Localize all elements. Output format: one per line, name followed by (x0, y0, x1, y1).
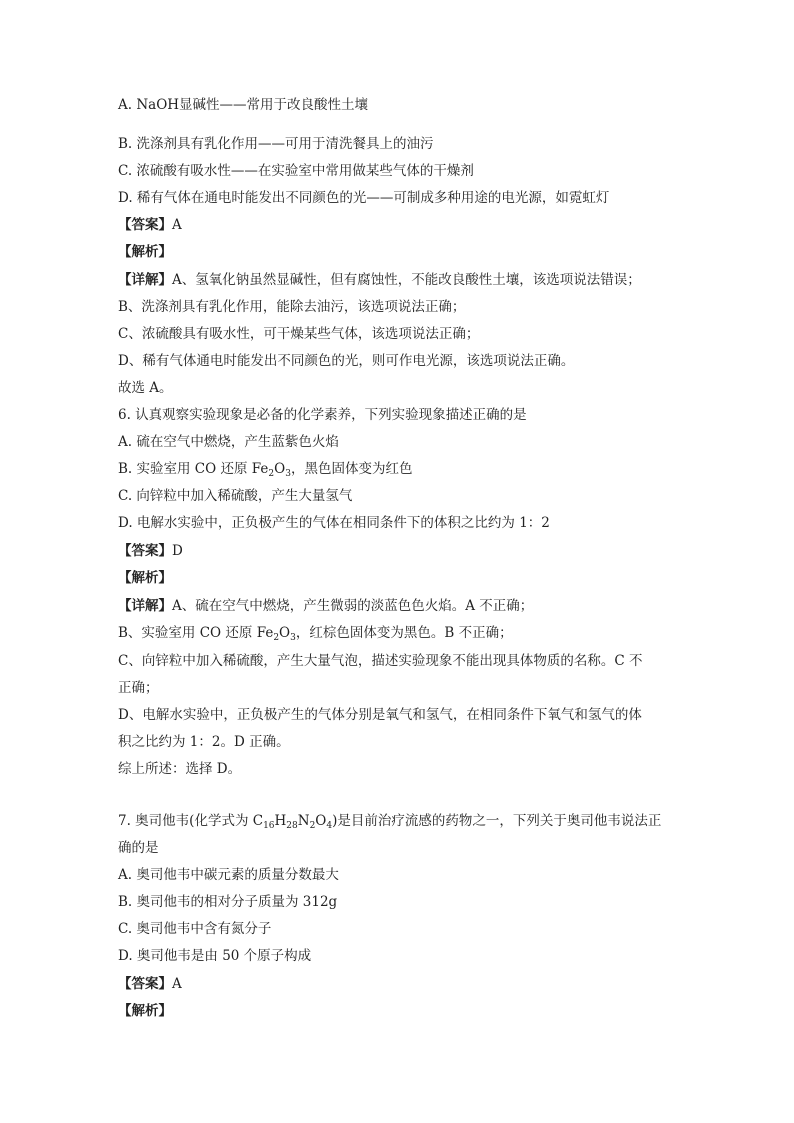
q6-detail-line-3-cont: 正确； (118, 680, 159, 696)
q5-answer (118, 216, 182, 234)
detail-text: A、氢氧化钠虽然显碱性，但有腐蚀性，不能改良酸性土壤，该选项说法错误； (172, 272, 641, 288)
q5-option-b: B. 洗涤剂具有乳化作用——可用于清洗餐具上的油污 (118, 136, 434, 152)
subscript: 4 (326, 821, 333, 831)
formula-element: H (274, 813, 287, 829)
q6-option-b-text: ，黑色固体变为红色 (290, 461, 413, 477)
q6-option-d: D. 电解水实验中，正负极产生的气体在相同条件下的体积之比约为 1：2 (118, 515, 550, 531)
detail-text: A、硫在空气中燃烧，产生微弱的淡蓝色色火焰。A 不正确； (172, 598, 534, 614)
q6-analysis-label: 【解析】 (118, 570, 172, 586)
q7-option-b: B. 奥司他韦的相对分子质量为 312g (118, 894, 338, 910)
q7-option-d: D. 奥司他韦是由 50 个原子构成 (118, 948, 312, 964)
q6-detail-line-4-cont: 积之比约为 1：2。D 正确。 (118, 734, 290, 750)
q7-option-a: A. 奥司他韦中碳元素的质量分数最大 (118, 867, 339, 883)
q6-stem: 6. 认真观察实验现象是必备的化学素养，下列实验现象描述正确的是 (118, 407, 527, 423)
q7-option-c: C. 奥司他韦中含有氮分子 (118, 921, 272, 937)
answer-label: 【答案】 (118, 543, 172, 559)
q5-detail-line-4: D、稀有气体通电时能发出不同颜色的光，则可作电光源，该选项说法正确。 (118, 353, 575, 369)
q6-option-b-text: O (274, 461, 286, 477)
q6-detail-line-2 (118, 624, 513, 642)
subscript: 3 (290, 633, 296, 643)
answer-label: 【答案】 (118, 217, 172, 233)
answer-value: D (172, 543, 183, 559)
detail-label: 【详解】 (118, 598, 172, 614)
q6-answer (118, 542, 183, 560)
detail-text: ，红棕色固体变为黑色。B 不正确； (295, 625, 513, 641)
subscript: 2 (268, 469, 275, 479)
q5-option-d: D. 稀有气体在通电时能发出不同颜色的光——可制成多种用途的电光源，如霓虹灯 (118, 190, 610, 206)
q6-detail-line-4: D、电解水实验中，正负极产生的气体分别是氧气和氢气，在相同条件下氧气和氢气的体 (118, 707, 642, 723)
q5-conclusion: 故选 A。 (118, 380, 173, 396)
answer-value: A (172, 217, 182, 233)
subscript: 16 (263, 821, 275, 831)
subscript: 2 (273, 633, 280, 643)
q6-option-c: C. 向锌粒中加入稀硫酸，产生大量氢气 (118, 488, 353, 504)
q7-answer (118, 975, 182, 993)
q5-option-a: A. NaOH显碱性——常用于改良酸性土壤 (118, 97, 369, 113)
q5-option-c: C. 浓硫酸有吸水性——在实验室中常用做某些气体的干燥剂 (118, 163, 474, 179)
q7-stem (118, 812, 661, 830)
q7-stem-cont: 确的是 (118, 840, 159, 856)
q6-conclusion: 综上所述：选择 D。 (118, 761, 242, 777)
q6-detail-line-3: C、向锌粒中加入稀硫酸，产生大量气泡，描述实验现象不能出现具体物质的名称。C 不 (118, 653, 643, 669)
formula-element: O (315, 813, 327, 829)
detail-text: B、实验室用 CO 还原 Fe (118, 625, 274, 641)
answer-label: 【答案】 (118, 976, 172, 992)
q5-detail-line-1 (118, 271, 641, 289)
q7-stem-text: )是目前治疗流感的药物之一，下列关于奥司他韦说法正 (332, 813, 662, 829)
detail-label: 【详解】 (118, 272, 172, 288)
q5-detail-line-3: C、浓硫酸具有吸水性，可干燥某些气体，该选项说法正确； (118, 326, 480, 342)
q7-stem-text: 7. 奥司他韦(化学式为 C (118, 813, 264, 829)
q7-analysis-label: 【解析】 (118, 1003, 172, 1019)
q5-detail-line-2: B、洗涤剂具有乳化作用，能除去油污，该选项说法正确； (118, 299, 466, 315)
q6-option-b (118, 460, 412, 478)
subscript: 28 (286, 821, 298, 831)
q5-analysis-label: 【解析】 (118, 244, 172, 260)
formula-element: N (297, 813, 310, 829)
detail-text: O (279, 625, 291, 641)
q6-option-a: A. 硫在空气中燃烧，产生蓝紫色火焰 (118, 434, 339, 450)
q6-option-b-text: B. 实验室用 CO 还原 Fe (118, 461, 269, 477)
q6-detail-line-1 (118, 597, 533, 615)
subscript: 2 (309, 821, 316, 831)
answer-value: A (172, 976, 182, 992)
subscript: 3 (285, 469, 291, 479)
